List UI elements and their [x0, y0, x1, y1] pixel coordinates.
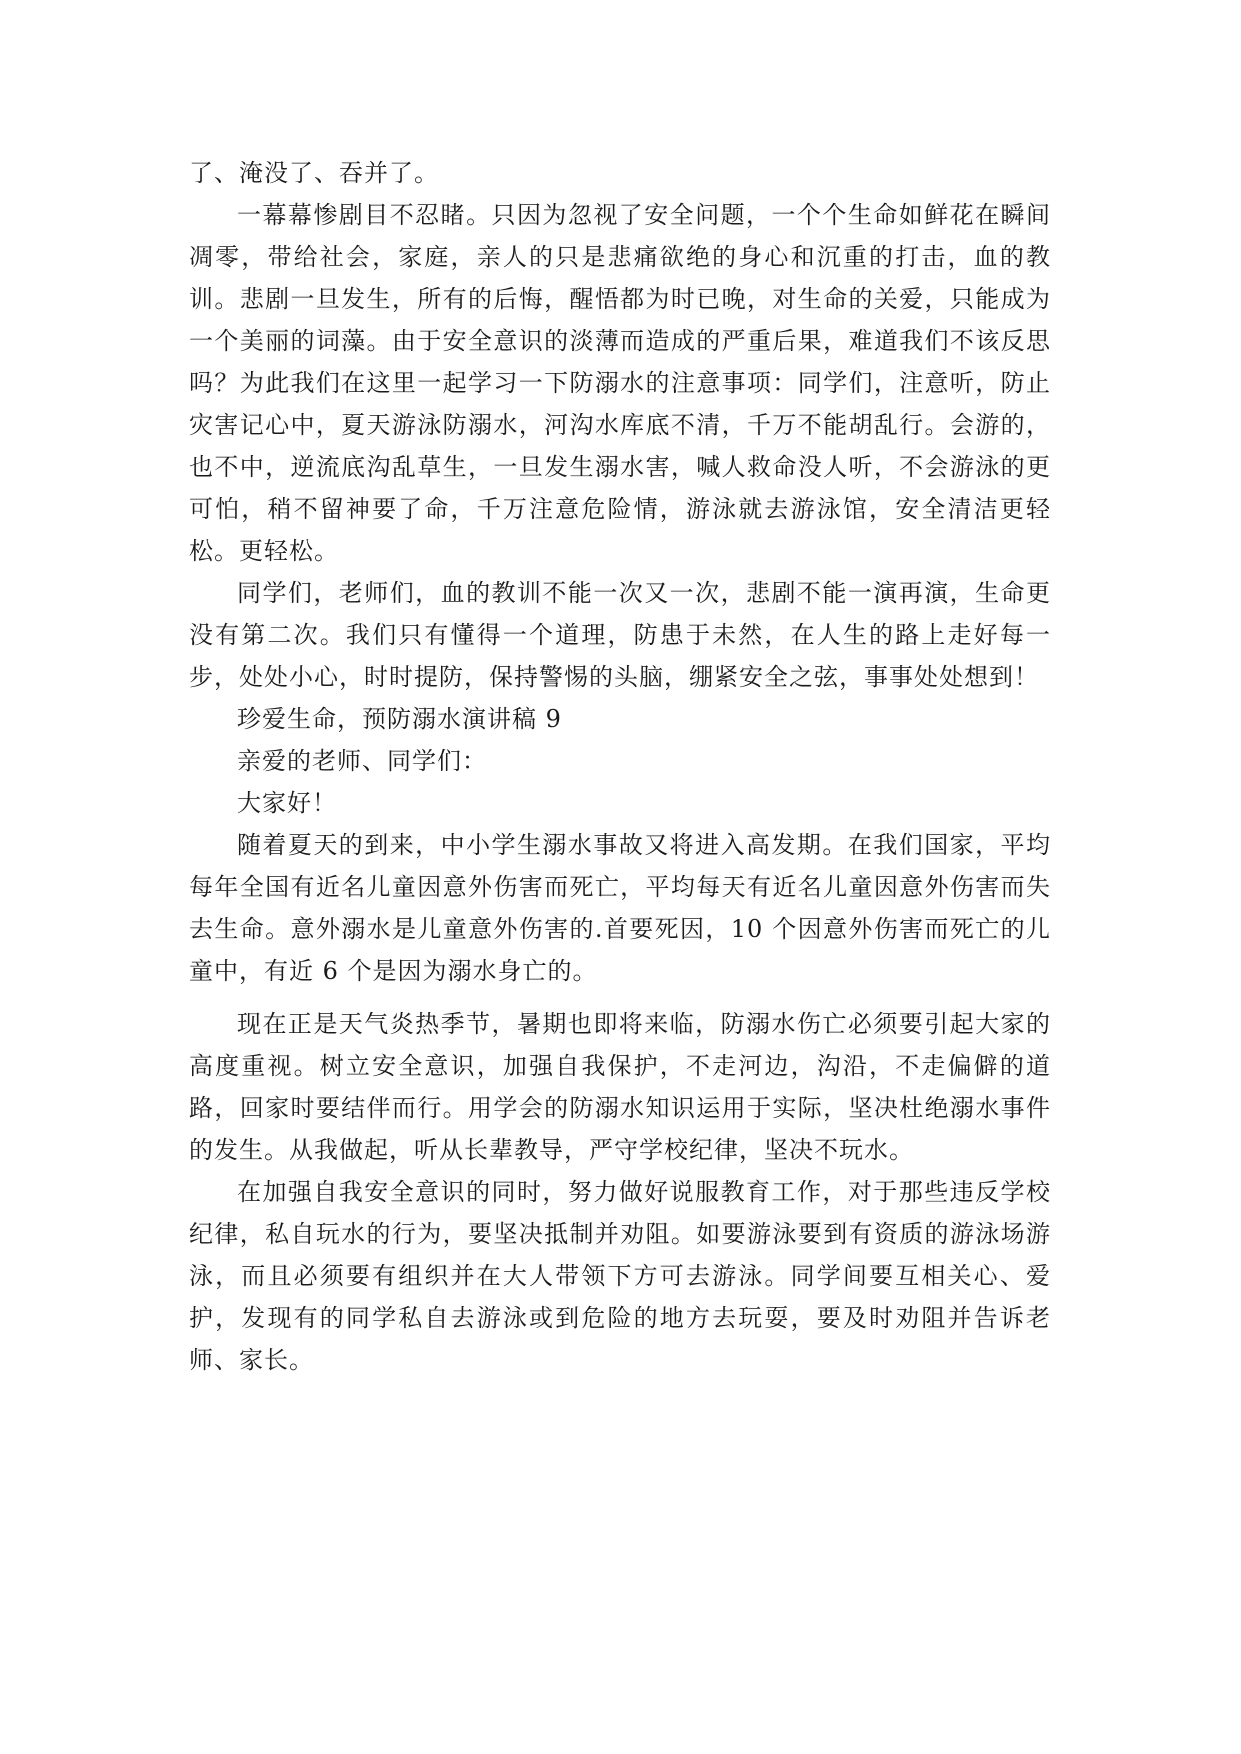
paragraph-statistics: 随着夏天的到来，中小学生溺水事故又将进入高发期。在我们国家，平均每年全国有近名儿童因意外伤害而死亡，平均每天有近名儿童因意外伤害而失去生命。意外溺水是儿童意外伤害的.首要死因，10 个因意外伤害而死亡的儿童中，有近 6 个是因为溺水身亡的。 [189, 831, 1051, 985]
paragraph-tragedy: 一幕幕惨剧目不忍睹。只因为忽视了安全问题，一个个生命如鲜花在瞬间凋零，带给社会，家庭，亲人的只是悲痛欲绝的身心和沉重的打击，血的教训。悲剧一旦发生，所有的后悔，醒悟都为时已晚，对生命的关爱，只能成为一个美丽的词藻。由于安全意识的淡薄而造成的严重后果，难道我们不该反思吗？为此我们在这里一起学习一下防溺水的注意事项：同学们，注意听，防止灾害记心中，夏天游泳防溺水，河沟水库底不清，千万不能胡乱行。会游的，也不中，逆流底沟乱草生，一旦发生溺水害，喊人救命没人听，不会游泳的更可怕，稍不留神要了命，千万注意危险情，游泳就去游泳馆，安全清洁更轻松。更轻松。 [189, 201, 1051, 565]
paragraph-lesson: 同学们，老师们，血的教训不能一次又一次，悲剧不能一演再演，生命更没有第二次。我们只有懂得一个道理，防患于未然，在人生的路上走好每一步，处处小心，时时提防，保持警惕的头脑，绷紧安全之弦，事事处处想到！ [189, 579, 1051, 691]
speech-title: 珍爱生命，预防溺水演讲稿 9 [237, 705, 562, 733]
salutation: 亲爱的老师、同学们： [237, 747, 487, 775]
paragraph-continued: 了、淹没了、吞并了。 [189, 159, 439, 187]
paragraph-education: 在加强自我安全意识的同时，努力做好说服教育工作，对于那些违反学校纪律，私自玩水的行为，要坚决抵制并劝阻。如要游泳要到有资质的游泳场游泳，而且必须要有组织并在大人带领下方可去游泳。同学间要互相关心、爱护，发现有的同学私自去游泳或到危险的地方去玩耍，要及时劝阻并告诉老师、家长。 [189, 1178, 1051, 1374]
greeting: 大家好！ [237, 789, 337, 817]
paragraph-safety-awareness: 现在正是天气炎热季节，暑期也即将来临，防溺水伤亡必须要引起大家的高度重视。树立安全意识，加强自我保护，不走河边，沟沿，不走偏僻的道路，回家时要结伴而行。用学会的防溺水知识运用于实际，坚决杜绝溺水事件的发生。从我做起，听从长辈教导，严守学校纪律，坚决不玩水。 [189, 1010, 1051, 1164]
document-body [189, 152, 1051, 1381]
